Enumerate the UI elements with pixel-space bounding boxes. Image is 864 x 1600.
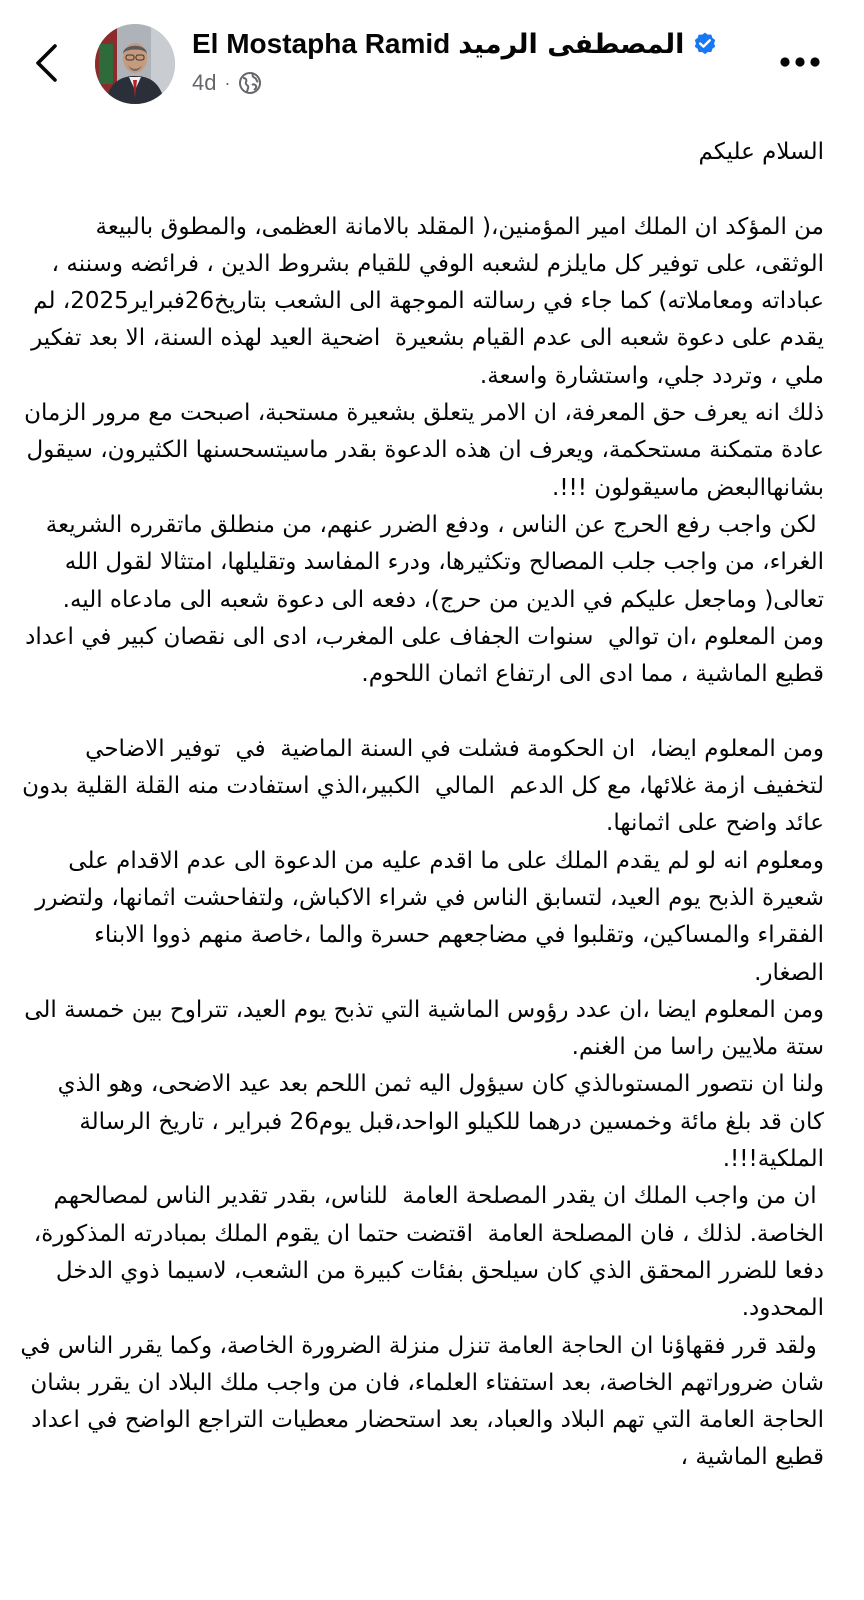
post-paragraph: من المؤكد ان الملك امير المؤمنين،( المقلد بالامانة العظمى، والمطوق بالبيعة الوثقى، على توفير كل مايلزم لشعبه الوفي للقيام بشروط الدين ، فرائضه وسننه ، عباداته ومعاملاته) كما جاء في رسالته الموجهة الى الشعب بتاريخ26فبراير2025، لم يقدم على دعوة شعبه الى عدم القيام بشعيرة اضحية العيد لهذه السنة، الا بعد تفكير ملي ، وتردد جلي، واستشارة واسعة. [23, 213, 824, 389]
post-paragraph: ومن المعلوم ،ان توالي سنوات الجفاف على المغرب، ادى الى نقصان كبير في اعداد قطيع الماشية ، مما ادى الى ارتفاع اثمان اللحوم. [17, 623, 824, 688]
author-name[interactable] [192, 28, 718, 60]
post-paragraph: لكن واجب رفع الحرج عن الناس ، ودفع الضرر عنهم، من منطلق ماتقرره الشريعة الغراء، من واجب جلب المصالح وتكثيرها، ودرء المفاسد وتقليلها، امتثالا لقول الله تعالى( وماجعل عليكم في الدين من حرج)، دفعه الى دعوة شعبه الى مادعاه اليه. [38, 511, 824, 613]
verified-badge-icon [692, 31, 718, 57]
more-horizontal-icon [779, 55, 821, 69]
post-timestamp[interactable]: 4d [192, 70, 217, 95]
meta-separator: · [224, 72, 231, 93]
chevron-left-icon [31, 42, 61, 84]
globe-icon[interactable] [238, 71, 262, 95]
back-button[interactable] [22, 34, 70, 92]
post-paragraph: ومن المعلوم ايضا، ان الحكومة فشلت في السنة الماضية في توفير الاضاحي لتخفيف ازمة غلائها، مع كل الدعم المالي الكبير،الذي استفادت منه القلة القلية بدون عائد واضح على اثمانها. [14, 735, 824, 837]
post-paragraph: السلام عليكم [698, 139, 824, 165]
post-paragraph: ذلك انه يعرف حق المعرفة، ان الامر يتعلق بشعيرة مستحبة، اصبحت مع مرور الزمان عادة متمكنة مستحكمة، ويعرف ان هذه الدعوة بقدر ماسيتسحسنها الكثيرون، سيقول بشانهاالبعض ماسيقولون !!!. [16, 400, 824, 501]
profile-photo [95, 24, 175, 104]
post-paragraph: ومن المعلوم ايضا ،ان عدد رؤوس الماشية التي تذبح يوم العيد، تتراوح بين خمسة الى ستة ملايين راسا من الغنم. [16, 996, 824, 1061]
post-header [0, 0, 864, 130]
author-name-latin[interactable]: El Mostapha Ramid [192, 28, 451, 59]
author-name-arabic[interactable]: المصطفى الرميد [458, 28, 685, 60]
post-paragraph: ان من واجب الملك ان يقدر المصلحة العامة للناس، بقدر تقدير الناس لمصالحهم الخاصة. لذلك ، فان المصلحة العامة اقتضت حتما ان يقوم الملك بمبادرته المذكورة، دفعا للضرر المحقق الذي كان سيلحق بفئات كبيرة من الشعب، لاسيما ذوي الدخل المحدود. [26, 1183, 824, 1322]
post-text [13, 134, 824, 1477]
more-options-button[interactable] [776, 40, 824, 84]
post-paragraph-blank [20, 693, 824, 730]
post-paragraph: ومعلوم انه لو لم يقدم الملك على ما اقدم عليه من الدعوة الى عدم الاقدام على شعيرة الذبح يوم العيد، لتسابق الناس في شراء الاكباش، ولتفاحشت اثمانها، ولتضرر الفقراء والمساكين، وتقلبوا في مضاجعهم حسرة والما ،خاصة منهم ذووا الابناء الصغار. [27, 847, 824, 986]
post-meta [192, 70, 262, 96]
avatar[interactable] [95, 24, 175, 104]
post-paragraph: ولقد قرر فقهاؤنا ان الحاجة العامة تنزل منزلة الضرورة الخاصة، وكما يقرر الناس في شان ضروراتهم الخاصة، بعد استفتاء العلماء، فان من واجب ملك البلاد ان يقرر بشان الحاجة العامة التي تهم البلاد والعباد، بعد استحضار معطيات التراجع الواضح في اعداد قطيع الماشية ، [13, 1332, 824, 1471]
post-paragraph: ولنا ان نتصور المستوىالذي كان سيؤول اليه ثمن اللحم بعد عيد الاضحى، وهو الذي كان قد بلغ مائة وخمسين درهما للكيلو الواحد،قبل يوم26 فبراير ، تاريخ الرسالة الملكية!!!. [50, 1071, 824, 1173]
post-paragraph-blank [20, 171, 824, 208]
